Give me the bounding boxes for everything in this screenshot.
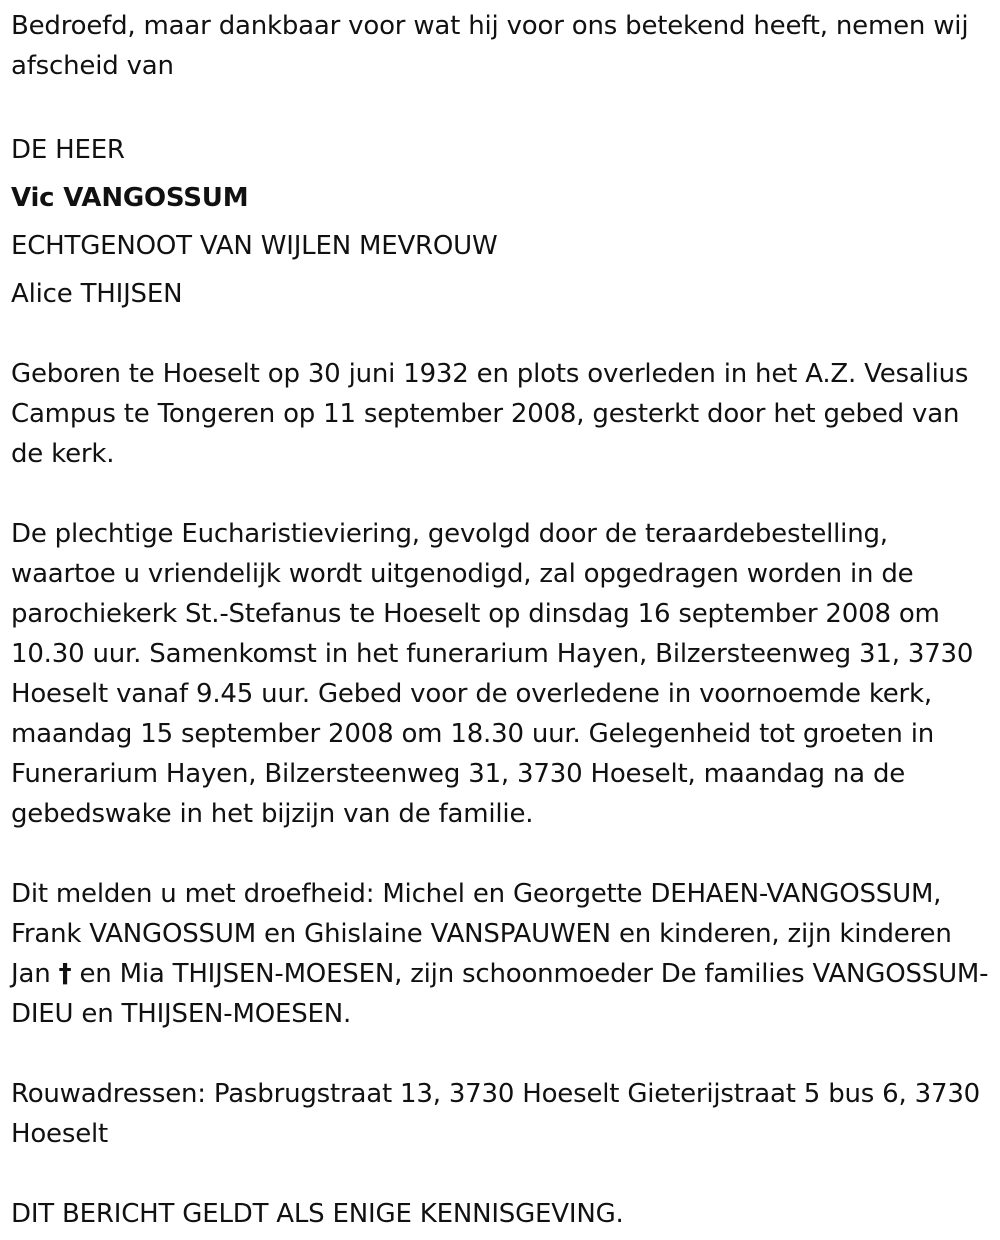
announcement-after: en Mia THIJSEN-MOESEN, zijn schoonmoeder De families VANGOSSUM-DIEU en THIJSEN-MOESEN. — [11, 959, 989, 1029]
spacer — [11, 318, 991, 354]
spacer — [11, 1034, 991, 1074]
obituary-notice — [11, 6, 991, 1234]
announcement-before: Dit melden u met droefheid: Michel en Georgette DEHAEN-VANGOSSUM, Frank VANGOSSUM en Ghislaine VANSPAUWEN en kinderen, zijn kinderen Jan — [11, 879, 952, 989]
spouse-name: Alice THIJSEN — [11, 279, 183, 309]
addresses-text: Rouwadressen: Pasbrugstraat 13, 3730 Hoeselt Gieterijstraat 5 bus 6, 3730 Hoeselt — [11, 1079, 981, 1149]
spacer — [11, 474, 991, 514]
birth-death-text: Geboren te Hoeselt op 30 juni 1932 en plots overleden in het A.Z. Vesalius Campus te Tongeren op 11 september 2008, gesterkt door het gebed van de kerk. — [11, 359, 969, 469]
closing-text: DIT BERICHT GELDT ALS ENIGE KENNISGEVING. — [11, 1199, 624, 1229]
spouse-line: ECHTGENOOT VAN WIJLEN MEVROUW — [11, 231, 498, 261]
intro-text: Bedroefd, maar dankbaar voor wat hij voor ons betekend heeft, nemen wij afscheid van — [11, 11, 969, 81]
announcement-text — [11, 874, 991, 1034]
title-prefix: DE HEER — [11, 135, 125, 165]
spacer — [11, 834, 991, 874]
deceased-name: Vic VANGOSSUM — [11, 183, 249, 213]
cross-icon: † — [58, 959, 72, 989]
ceremony-text: De plechtige Eucharistieviering, gevolgd door de teraardebestelling, waartoe u vriendelijk wordt uitgenodigd, zal opgedragen worden in de parochiekerk St.-Stefanus te Hoeselt op dinsdag 16 september 2008 om 10.30 uur. Samenkomst in het funerarium Hayen, Bilzersteenweg 31, 3730 Hoeselt vanaf 9.45 uur. Gebed voor de overledene in voornoemde kerk, maandag 15 september 2008 om 18.30 uur. Gelegenheid tot groeten in Funerarium Hayen, Bilzersteenweg 31, 3730 Hoeselt, maandag na de gebedswake in het bijzijn van de familie. — [11, 519, 974, 829]
spacer — [11, 1154, 991, 1194]
spacer — [11, 86, 991, 126]
